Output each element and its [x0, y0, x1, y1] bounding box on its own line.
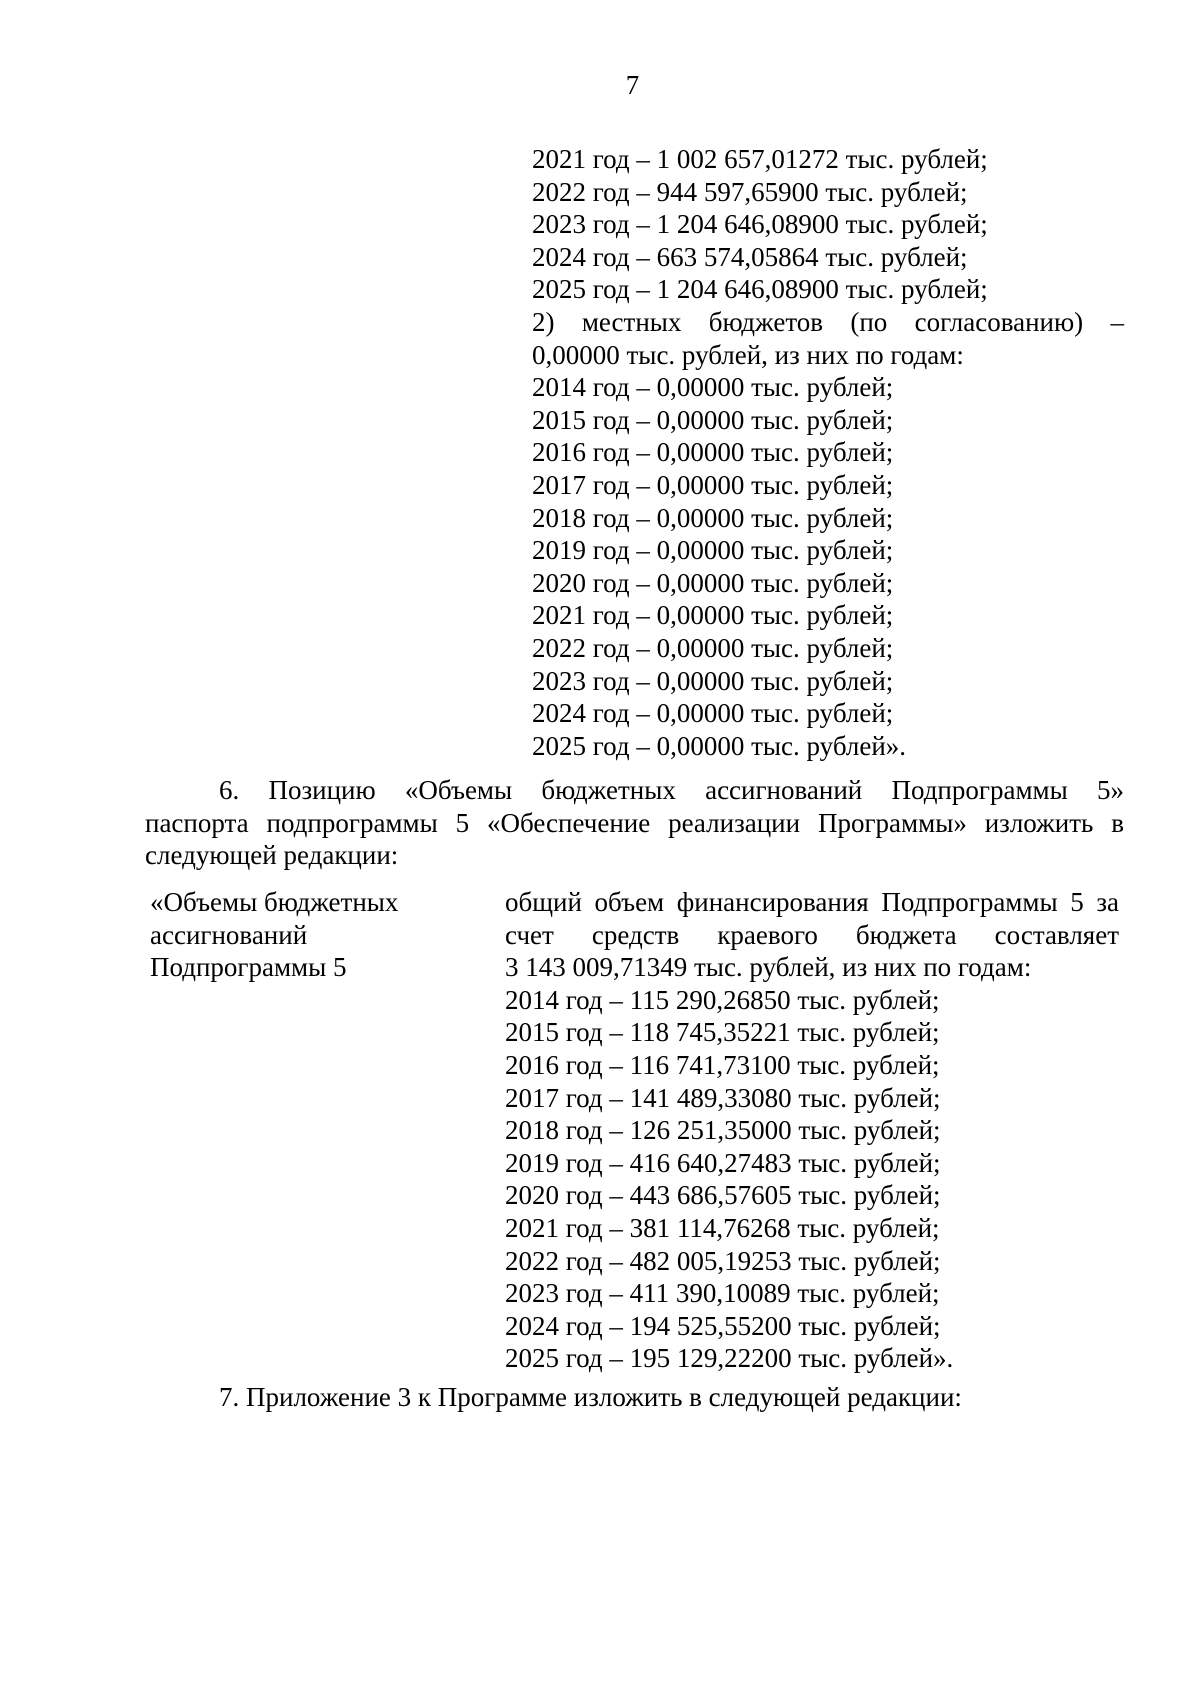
year-line: 2025 год – 1 204 646,08900 тыс. рублей; [532, 274, 988, 305]
year-line: 2023 год – 0,00000 тыс. рублей; [532, 665, 894, 696]
year-line: 2017 год – 0,00000 тыс. рублей; [532, 469, 894, 500]
year-line: 2025 год – 0,00000 тыс. рублей». [532, 730, 907, 761]
subprogram-5-label [150, 886, 480, 984]
label-line: ассигнований [150, 919, 308, 950]
financing-text: счет средств краевого бюджета составляет [505, 919, 1119, 950]
year-line: 2024 год – 663 574,05864 тыс. рублей; [532, 241, 968, 272]
year-line: 2024 год – 194 525,55200 тыс. рублей; [505, 1310, 941, 1341]
paragraph-6-line: 6. Позицию «Объемы бюджетных ассигнований Подпрограммы 5» [219, 775, 1124, 805]
page-number: 7 [625, 70, 640, 100]
label-line: Подпрограммы 5 [150, 952, 347, 983]
year-line: 2017 год – 141 489,33080 тыс. рублей; [505, 1082, 941, 1113]
paragraph-6 [145, 774, 1124, 872]
local-budgets-total: 0,00000 тыс. рублей, из них по годам: [532, 339, 964, 370]
year-line: 2014 год – 0,00000 тыс. рублей; [532, 372, 894, 403]
year-line: 2025 год – 195 129,22200 тыс. рублей». [505, 1343, 954, 1374]
year-line: 2016 год – 0,00000 тыс. рублей; [532, 437, 894, 468]
year-line: 2021 год – 1 002 657,01272 тыс. рублей; [532, 144, 988, 174]
year-line: 2021 год – 381 114,76268 тыс. рублей; [505, 1212, 940, 1243]
year-line: 2019 год – 416 640,27483 тыс. рублей; [505, 1147, 941, 1178]
subprogram-5-financing [505, 886, 1119, 1375]
year-line: 2019 год – 0,00000 тыс. рублей; [532, 535, 894, 566]
year-line: 2023 год – 411 390,10089 тыс. рублей; [505, 1278, 940, 1309]
year-line: 2018 год – 126 251,35000 тыс. рублей; [505, 1115, 941, 1146]
financing-total: 3 143 009,71349 тыс. рублей, из них по годам: [505, 952, 1032, 983]
year-line: 2023 год – 1 204 646,08900 тыс. рублей; [532, 209, 988, 240]
regional-budget-continuation [532, 143, 1124, 762]
paragraph-6-line: паспорта подпрограммы 5 «Обеспечение реализации Программы» изложить в [145, 807, 1124, 838]
year-line: 2020 год – 0,00000 тыс. рублей; [532, 567, 894, 598]
year-line: 2022 год – 944 597,65900 тыс. рублей; [532, 176, 968, 207]
label-line: «Объемы бюджетных [150, 887, 399, 917]
year-line: 2015 год – 0,00000 тыс. рублей; [532, 404, 894, 435]
local-budgets-heading: 2) местных бюджетов (по согласованию) – [532, 306, 1124, 337]
year-line: 2022 год – 482 005,19253 тыс. рублей; [505, 1245, 941, 1276]
year-line: 2016 год – 116 741,73100 тыс. рублей; [505, 1049, 940, 1080]
year-line: 2014 год – 115 290,26850 тыс. рублей; [505, 984, 940, 1015]
year-line: 2021 год – 0,00000 тыс. рублей; [532, 600, 894, 631]
year-line: 2020 год – 443 686,57605 тыс. рублей; [505, 1180, 941, 1211]
year-line: 2022 год – 0,00000 тыс. рублей; [532, 632, 894, 663]
paragraph-6-line: следующей редакции: [145, 840, 399, 871]
paragraph-7: 7. Приложение 3 к Программе изложить в следующей редакции: [219, 1382, 962, 1412]
year-line: 2015 год – 118 745,35221 тыс. рублей; [505, 1017, 940, 1048]
year-line: 2018 год – 0,00000 тыс. рублей; [532, 502, 894, 533]
financing-text: общий объем финансирования Подпрограммы 5 за [505, 887, 1119, 917]
year-line: 2024 год – 0,00000 тыс. рублей; [532, 698, 894, 729]
